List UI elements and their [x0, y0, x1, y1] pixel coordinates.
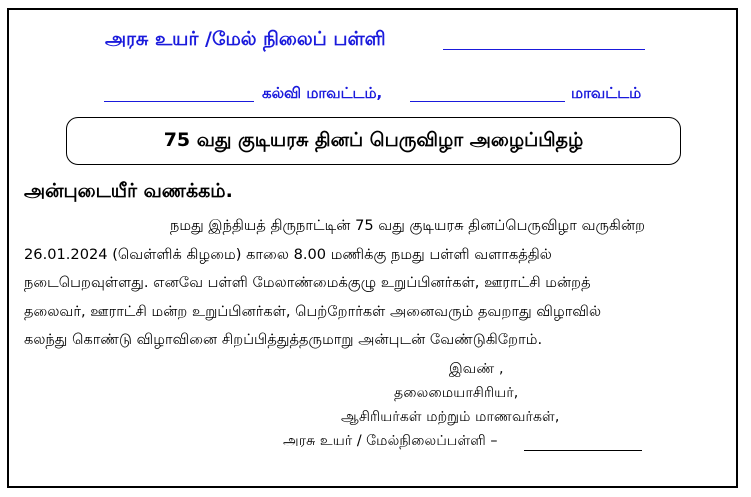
body-line: தலைவர், ஊராட்சி மன்ற உறுப்பினர்கள், பெற்றோர்கள் அனைவரும் தவறாது விழாவில்	[24, 302, 602, 320]
revenue-district-label: மாவட்டம்	[571, 84, 642, 102]
body-line: 26.01.2024 (வெள்ளிக் கிழமை) காலை 8.00 மணிக்கு நமது பள்ளி வளாகத்தில்	[24, 245, 552, 263]
body-line: நடைபெறவுள்ளது. எனவே பள்ளி மேலாண்மைக்குழு உறுப்பினர்கள், ஊராட்சி மன்றத்	[24, 274, 591, 292]
body-line: நமது இந்தியத் திருநாட்டின் 75 வது குடியரசு தினப்பெருவிழா வருகின்ற	[170, 217, 646, 234]
signature-headmaster: தலைமையாசிரியர்,	[394, 385, 519, 401]
education-district-label: கல்வி மாவட்டம்,	[262, 84, 383, 102]
signature-school: அரசு உயர் / மேல்நிலைப்பள்ளி –	[283, 433, 498, 449]
signature-school-blank	[524, 450, 642, 451]
school-name-blank	[443, 49, 645, 50]
invitation-title: 75 வது குடியரசு தினப் பெருவிழா அழைப்பிதழ்	[163, 128, 584, 151]
school-name-label: அரசு உயர் /மேல் நிலைப் பள்ளி	[105, 28, 386, 50]
greeting: அன்புடையீர் வணக்கம்.	[24, 180, 233, 202]
title-box	[66, 117, 681, 165]
signature-regards: இவண் ,	[449, 361, 504, 377]
invitation-body	[24, 212, 730, 355]
body-line: கலந்து கொண்டு விழாவினை சிறப்பித்துத்தருமாறு அன்புடன் வேண்டுகிறோம்.	[24, 331, 543, 349]
education-district-blank	[104, 101, 254, 102]
signature-staff-students: ஆசிரியர்கள் மற்றும் மாணவர்கள்,	[341, 409, 560, 425]
revenue-district-blank	[410, 101, 565, 102]
